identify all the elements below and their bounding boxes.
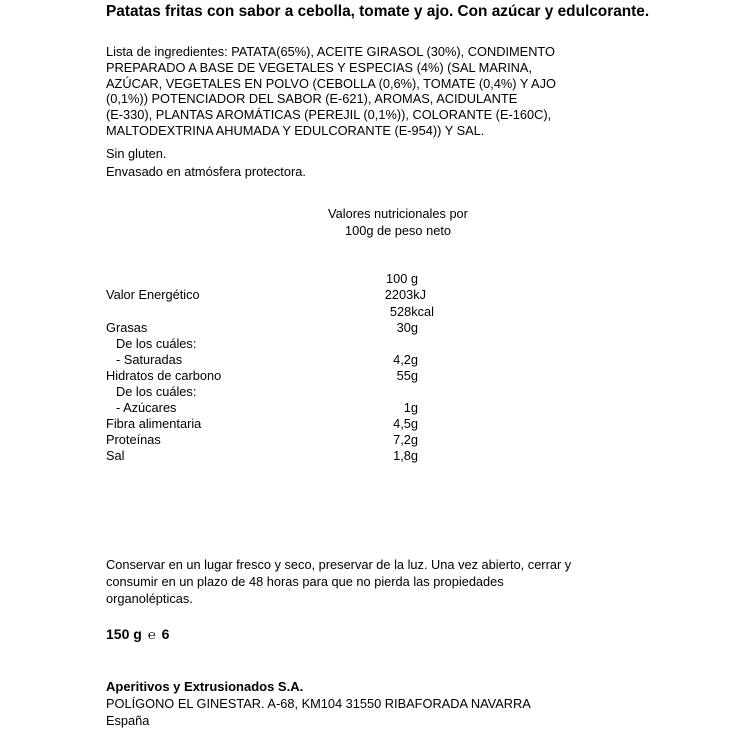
nutrition-row-value: 4,2g bbox=[393, 352, 418, 367]
nutrition-row-label: Grasas bbox=[106, 320, 148, 335]
nutrition-column-header: 100 g bbox=[385, 271, 418, 286]
storage-line: consumir en un plazo de 48 horas para que no pierda las propiedades bbox=[106, 574, 504, 589]
nutrition-row-value: 7,2g bbox=[393, 432, 418, 447]
net-weight-line bbox=[106, 625, 169, 644]
nutrition-row-label: De los cuáles: bbox=[116, 384, 197, 399]
company-address: POLÍGONO EL GINESTAR. A-68, KM104 31550 RIBAFORADA NAVARRA bbox=[106, 696, 531, 711]
ingredients-line: PREPARADO A BASE DE VEGETALES Y ESPECIAS (4%) (SAL MARINA, bbox=[106, 59, 532, 75]
estimated-sign-icon: ℮ bbox=[147, 627, 156, 642]
nutrition-row-value: 2203kJ bbox=[384, 287, 426, 302]
net-weight-code: 6 bbox=[161, 626, 170, 642]
ingredients-line: Lista de ingredientes: PATATA(65%), ACEITE GIRASOL (30%), CONDIMENTO bbox=[106, 44, 555, 59]
nutrition-row-value: 1,8g bbox=[393, 448, 418, 463]
nutrition-row-label: - Saturadas bbox=[116, 352, 183, 367]
storage-line: Conservar en un lugar fresco y seco, preservar de la luz. Una vez abierto, cerrar y bbox=[106, 557, 572, 572]
nutrition-row-label: - Azúcares bbox=[116, 400, 177, 415]
nutrition-row-label: De los cuáles: bbox=[116, 336, 197, 351]
nutrition-row-label: Proteínas bbox=[106, 432, 161, 447]
nutrition-row-value: 4,5g bbox=[393, 416, 418, 431]
gluten-statement: Sin gluten. bbox=[106, 146, 167, 161]
nutrition-header-line2: 100g de peso neto bbox=[344, 223, 452, 238]
ingredients-line: AZÚCAR, VEGETALES EN POLVO (CEBOLLA (0,6%), TOMATE (0,4%) Y AJO bbox=[106, 75, 556, 91]
ingredients-line: MALTODEXTRINA AHUMADA Y EDULCORANTE (E-954)) Y SAL. bbox=[106, 122, 485, 138]
packaging-statement: Envasado en atmósfera protectora. bbox=[106, 164, 306, 179]
net-weight: 150 g bbox=[106, 626, 142, 642]
nutrition-row-value: 528kcal bbox=[389, 304, 434, 319]
nutrition-row-value: 55g bbox=[396, 368, 418, 383]
nutrition-row-label: Fibra alimentaria bbox=[106, 416, 202, 431]
nutrition-row-label: Valor Energético bbox=[106, 287, 200, 302]
nutrition-row-label: Sal bbox=[106, 448, 125, 463]
company-country: España bbox=[106, 713, 150, 728]
ingredients-list bbox=[106, 44, 726, 139]
nutrition-row-value: 1g bbox=[403, 400, 418, 415]
nutrition-header-line1: Valores nutricionales por bbox=[328, 206, 468, 221]
nutrition-row-label: Hidratos de carbono bbox=[106, 368, 222, 383]
storage-line: organolépticas. bbox=[106, 591, 193, 606]
product-title: Patatas fritas con sabor a cebolla, tomate y ajo. Con azúcar y edulcorante. bbox=[106, 3, 650, 20]
ingredients-line: (E-330), PLANTAS AROMÁTICAS (PEREJIL (0,1%)), COLORANTE (E-160C), bbox=[106, 107, 552, 123]
company-name: Aperitivos y Extrusionados S.A. bbox=[106, 679, 304, 694]
nutrition-row-value: 30g bbox=[396, 320, 418, 335]
ingredients-line: (0,1%)) POTENCIADOR DEL SABOR (E-621), AROMAS, ACIDULANTE bbox=[106, 91, 518, 107]
